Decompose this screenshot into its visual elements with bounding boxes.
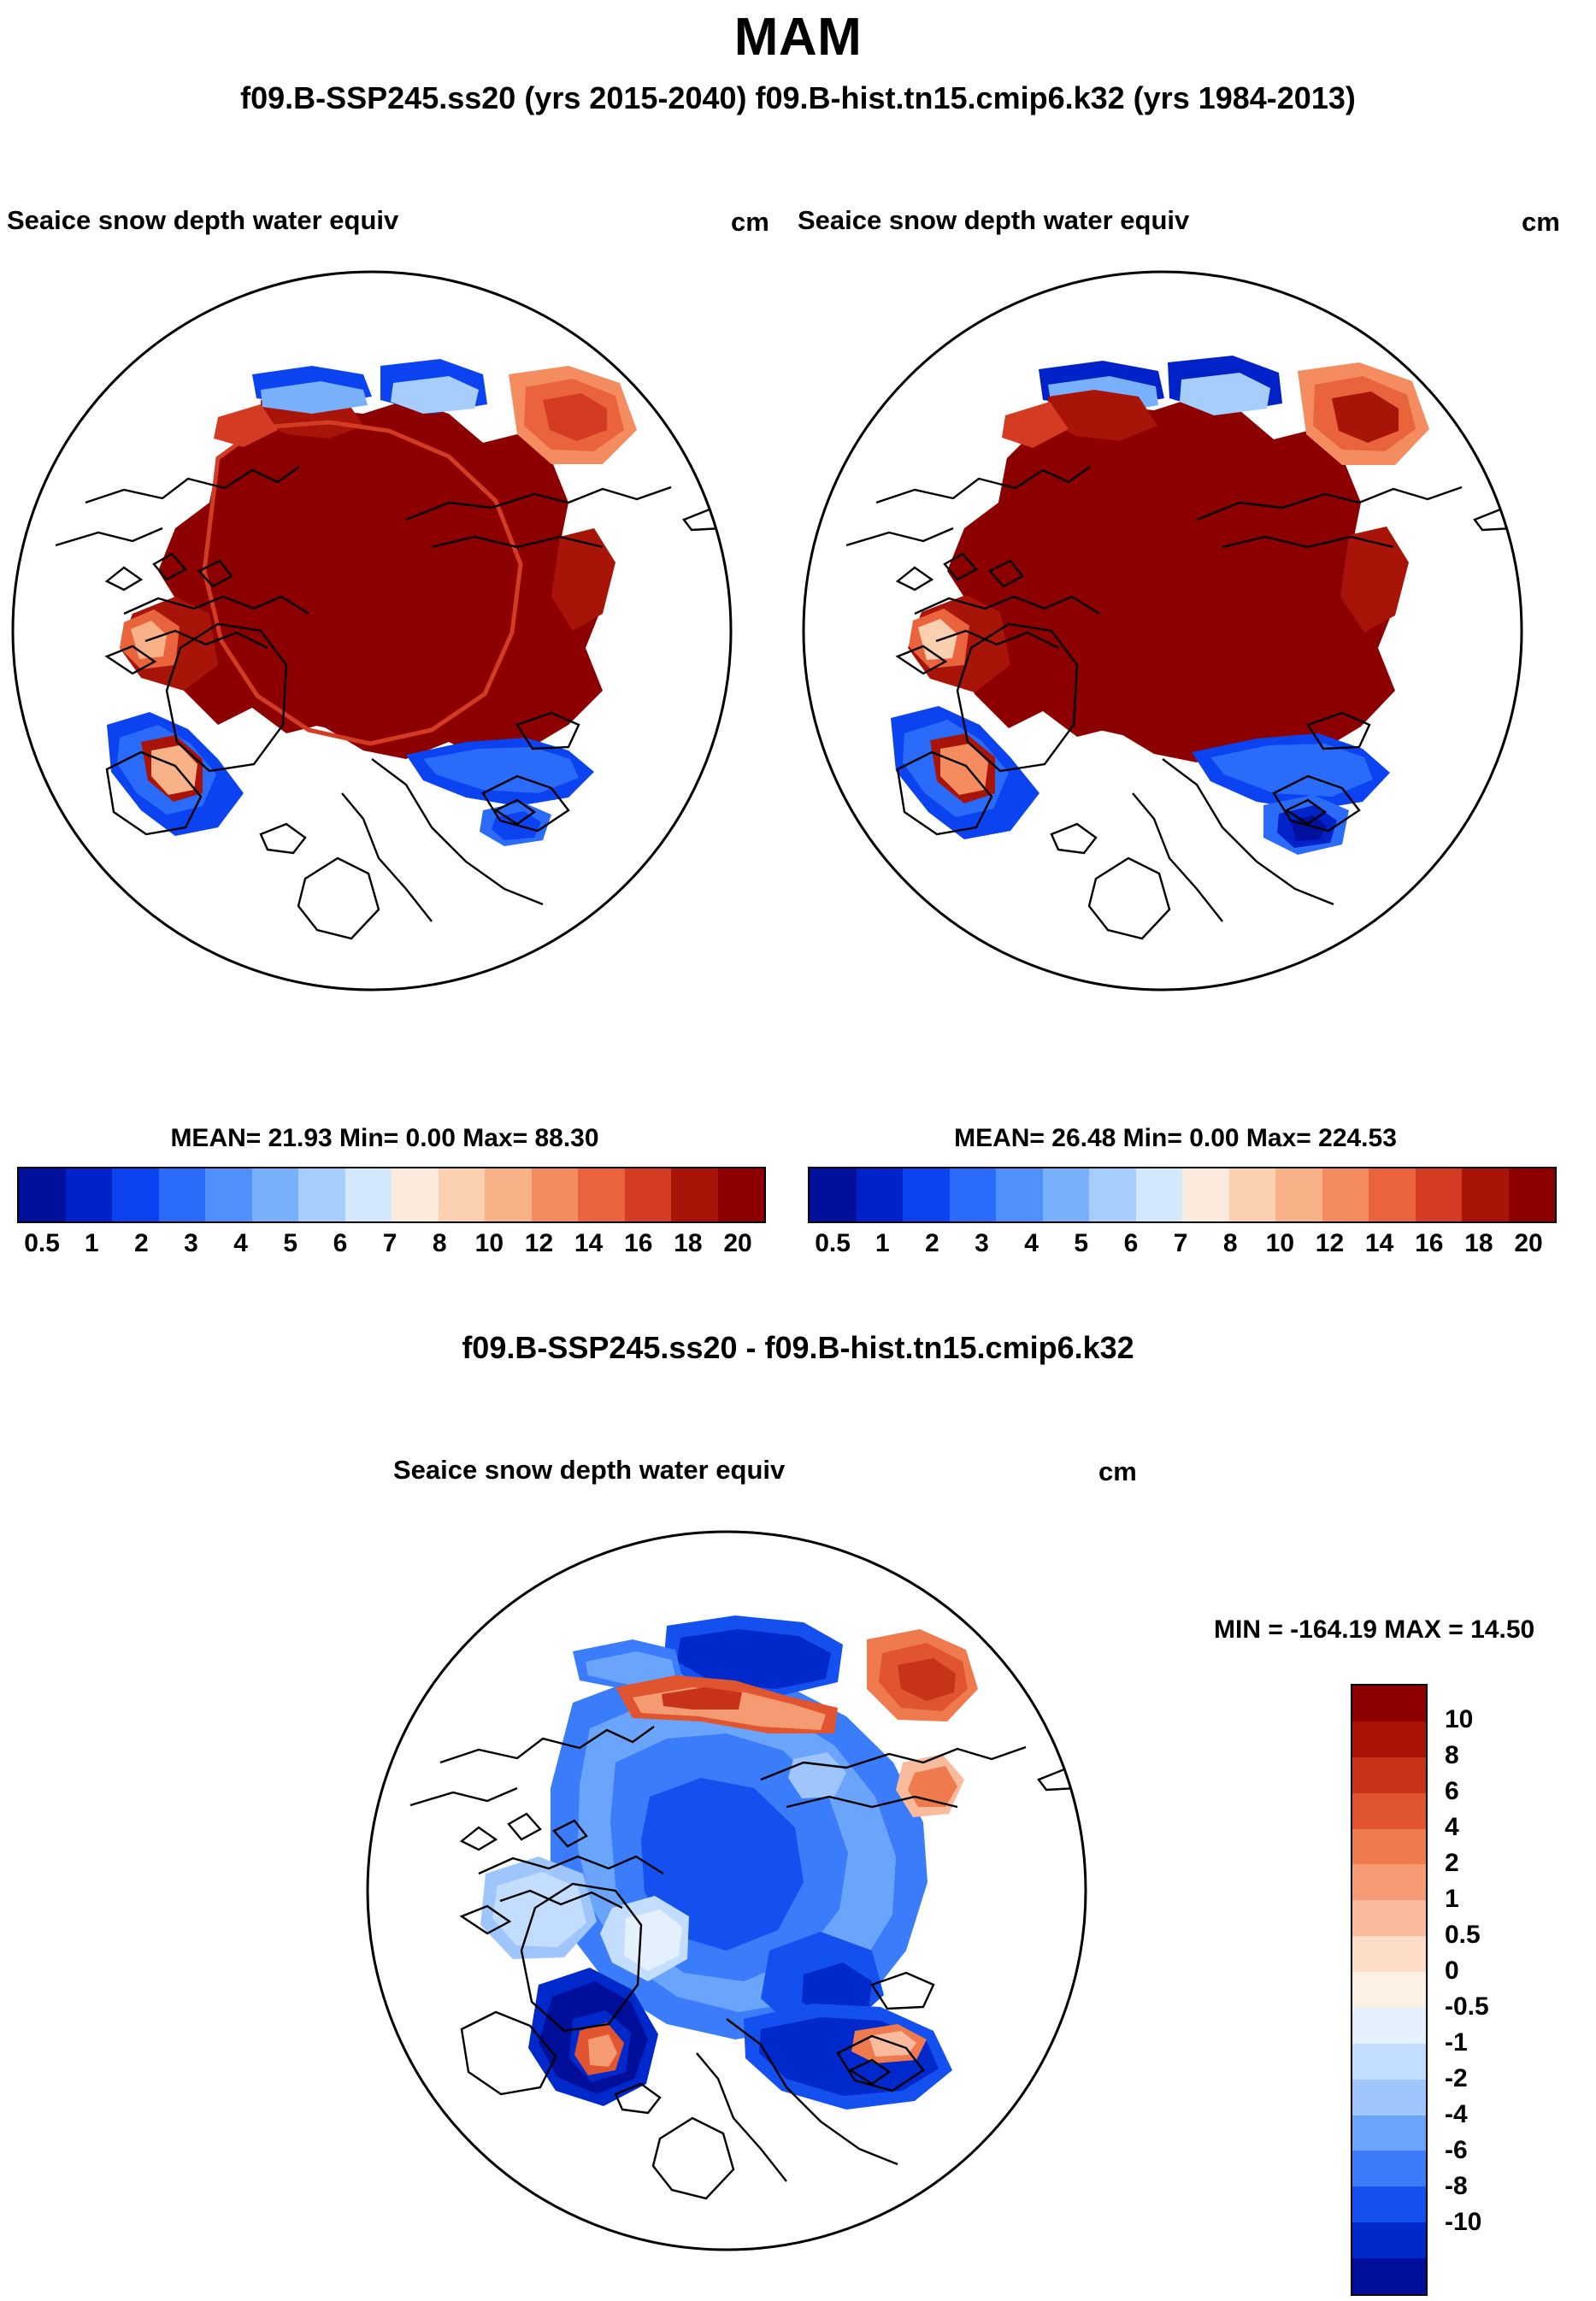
colorbar-swatch <box>1352 1900 1426 1936</box>
colorbar-difference-ticks <box>1445 1684 1564 2292</box>
colorbar-swatch <box>345 1168 392 1221</box>
colorbar-right-ticks <box>808 1229 1553 1258</box>
colorbar-swatch <box>1462 1168 1509 1221</box>
colorbar-swatch <box>1182 1168 1229 1221</box>
tick-label: 14 <box>574 1229 604 1257</box>
colorbar-swatch <box>996 1168 1043 1221</box>
tick-label: 1 <box>875 1229 890 1257</box>
colorbar-difference <box>1351 1684 1428 2296</box>
tick-label: 0.5 <box>24 1229 60 1257</box>
colorbar-swatch <box>1229 1168 1276 1221</box>
colorbar-swatch <box>252 1168 299 1221</box>
colorbar-swatch <box>1043 1168 1090 1221</box>
tick-label: 8 <box>1222 1229 1238 1257</box>
colorbar-swatch <box>439 1168 486 1221</box>
colorbar-swatch <box>718 1168 765 1221</box>
colorbar-swatch <box>159 1168 206 1221</box>
difference-title: f09.B-SSP245.ss20 - f09.B-hist.tn15.cmip6.k32 <box>462 1330 1134 1365</box>
tick-label: -6 <box>1445 2136 1468 2164</box>
colorbar-swatch <box>1352 2008 1426 2044</box>
panel-right-units: cm <box>1522 207 1560 237</box>
colorbar-swatch <box>671 1168 718 1221</box>
colorbar-swatch <box>1509 1168 1556 1221</box>
colorbar-swatch <box>1352 2186 1426 2222</box>
tick-label: 8 <box>1445 1741 1459 1769</box>
tick-label: -8 <box>1445 2172 1468 2200</box>
colorbar-swatch <box>1352 1972 1426 2008</box>
colorbar-right <box>808 1167 1557 1223</box>
tick-label: 0.5 <box>1445 1921 1481 1949</box>
map-left <box>4 246 757 1015</box>
colorbar-swatch <box>578 1168 625 1221</box>
colorbar-swatch <box>1352 2080 1426 2116</box>
tick-label: -2 <box>1445 2064 1468 2092</box>
colorbar-swatch <box>857 1168 904 1221</box>
colorbar-left <box>17 1167 766 1223</box>
colorbar-swatch <box>298 1168 345 1221</box>
tick-label: 7 <box>1173 1229 1188 1257</box>
tick-label: 5 <box>1074 1229 1089 1257</box>
tick-label: -10 <box>1445 2208 1482 2236</box>
panel-diff-label: Seaice snow depth water equiv <box>393 1455 786 1485</box>
tick-label: 6 <box>1123 1229 1139 1257</box>
tick-label: 6 <box>1445 1777 1459 1805</box>
tick-label: 18 <box>1464 1229 1493 1257</box>
tick-label: 12 <box>1315 1229 1345 1257</box>
colorbar-swatch <box>205 1168 252 1221</box>
panel-right <box>791 197 1560 1257</box>
panel-difference <box>0 1445 1596 2299</box>
tick-label: 0.5 <box>815 1229 851 1257</box>
colorbar-swatch <box>19 1168 66 1221</box>
colorbar-swatch <box>625 1168 672 1221</box>
colorbar-swatch <box>1352 1829 1426 1865</box>
colorbar-swatch <box>1352 1793 1426 1829</box>
tick-label: 10 <box>474 1229 504 1257</box>
tick-label: -4 <box>1445 2100 1468 2128</box>
colorbar-swatch <box>950 1168 997 1221</box>
colorbar-swatch <box>1369 1168 1416 1221</box>
colorbar-swatch <box>112 1168 159 1221</box>
tick-label: 2 <box>925 1229 939 1257</box>
colorbar-swatch <box>1352 2222 1426 2258</box>
colorbar-swatch <box>1136 1168 1183 1221</box>
colorbar-swatch <box>1416 1168 1463 1221</box>
tick-label: 10 <box>1445 1705 1474 1733</box>
tick-label: 4 <box>233 1229 248 1257</box>
panel-left <box>0 197 769 1257</box>
tick-label: 4 <box>1445 1813 1459 1841</box>
colorbar-swatch <box>1352 1864 1426 1900</box>
panel-diff-minmax: MIN = -164.19 MAX = 14.50 <box>1214 1615 1535 1644</box>
tick-label: 20 <box>1514 1229 1543 1257</box>
tick-label: 1 <box>84 1229 99 1257</box>
colorbar-swatch <box>66 1168 113 1221</box>
tick-label: 3 <box>184 1229 198 1257</box>
tick-label: 0 <box>1445 1957 1459 1985</box>
figure-title: MAM <box>733 8 863 67</box>
tick-label: 16 <box>1415 1229 1444 1257</box>
tick-label: -0.5 <box>1445 1992 1489 2021</box>
tick-label: 2 <box>1445 1849 1459 1877</box>
tick-label: 6 <box>333 1229 348 1257</box>
tick-label: 18 <box>674 1229 703 1257</box>
map-difference <box>359 1506 1111 2275</box>
tick-label: 16 <box>624 1229 653 1257</box>
panel-right-stats: MEAN= 26.48 Min= 0.00 Max= 224.53 <box>954 1124 1397 1152</box>
panel-right-label: Seaice snow depth water equiv <box>798 205 1190 235</box>
tick-label: 12 <box>524 1229 554 1257</box>
tick-label: 14 <box>1364 1229 1394 1257</box>
tick-label: 7 <box>382 1229 398 1257</box>
colorbar-swatch <box>1352 2044 1426 2080</box>
colorbar-swatch <box>532 1168 579 1221</box>
colorbar-left-ticks <box>17 1229 763 1258</box>
panel-left-stats: MEAN= 21.93 Min= 0.00 Max= 88.30 <box>170 1124 599 1152</box>
tick-label: 20 <box>723 1229 752 1257</box>
tick-label: 4 <box>1024 1229 1039 1257</box>
colorbar-swatch <box>392 1168 439 1221</box>
map-right <box>795 246 1547 1015</box>
colorbar-swatch <box>1089 1168 1136 1221</box>
colorbar-swatch <box>1322 1168 1369 1221</box>
colorbar-swatch <box>1352 2258 1426 2294</box>
colorbar-swatch <box>1352 2116 1426 2151</box>
tick-label: 3 <box>975 1229 989 1257</box>
colorbar-swatch <box>1352 1936 1426 1972</box>
colorbar-swatch <box>485 1168 532 1221</box>
colorbar-swatch <box>1275 1168 1322 1221</box>
tick-label: 1 <box>1445 1885 1459 1913</box>
tick-label: 8 <box>432 1229 447 1257</box>
panel-left-units: cm <box>731 207 769 237</box>
colorbar-swatch <box>1352 1757 1426 1793</box>
colorbar-swatch <box>1352 2151 1426 2186</box>
tick-label: 10 <box>1265 1229 1295 1257</box>
colorbar-swatch <box>810 1168 857 1221</box>
colorbar-swatch <box>903 1168 950 1221</box>
tick-label: 2 <box>134 1229 149 1257</box>
colorbar-swatch <box>1352 1721 1426 1757</box>
tick-label: 5 <box>283 1229 298 1257</box>
colorbar-swatch <box>1352 1686 1426 1721</box>
panel-left-label: Seaice snow depth water equiv <box>7 205 399 235</box>
panel-diff-units: cm <box>1098 1457 1137 1486</box>
figure-subtitle: f09.B-SSP245.ss20 (yrs 2015-2040) f09.B-hist.tn15.cmip6.k32 (yrs 1984-2013) <box>240 80 1356 115</box>
tick-label: -1 <box>1445 2028 1468 2057</box>
